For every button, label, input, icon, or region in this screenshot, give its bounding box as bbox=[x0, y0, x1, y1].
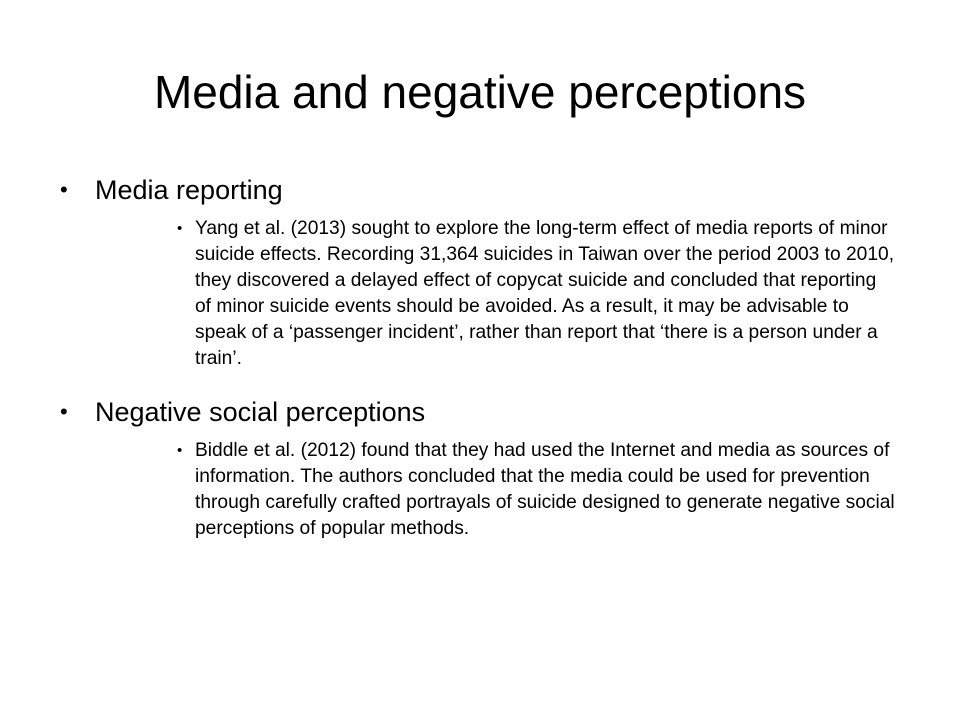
sub-bullet-glyph: • bbox=[177, 220, 183, 237]
slide-content bbox=[60, 172, 920, 552]
sub-bullet-list bbox=[60, 216, 920, 372]
bullet-glyph: • bbox=[60, 177, 68, 202]
sub-bullet-yang-2013 bbox=[177, 216, 895, 372]
sub-bullet-biddle-2012 bbox=[177, 438, 895, 542]
bullet-label: Media reporting bbox=[95, 175, 283, 205]
sub-bullet-list bbox=[60, 438, 920, 542]
sub-bullet-text: Yang et al. (2013) sought to explore the long-term effect of media reports of minor suicide effects. Recording 31,364 suicides in Taiwan over the period 2003 to 2010, they discovered a delayed effect of copycat suicide and concluded that reporting of minor suicide events should be avoided. As a result, it may be advisable to speak of a ‘passenger incident’, rather than report that ‘there is a person under a train’. bbox=[195, 218, 895, 369]
bullet-glyph: • bbox=[60, 399, 68, 424]
sub-bullet-glyph: • bbox=[177, 442, 183, 459]
bullet-label: Negative social perceptions bbox=[95, 397, 426, 427]
bullet-negative-social-perceptions bbox=[60, 394, 920, 430]
sub-bullet-text: Biddle et al. (2012) found that they had used the Internet and media as sources of information. The authors concluded that the media could be used for prevention through carefully crafted portrayals of suicide designed to generate negative social perceptions of popular methods. bbox=[195, 440, 895, 539]
bullet-media-reporting bbox=[60, 172, 920, 208]
slide-title: Media and negative perceptions bbox=[153, 66, 807, 118]
